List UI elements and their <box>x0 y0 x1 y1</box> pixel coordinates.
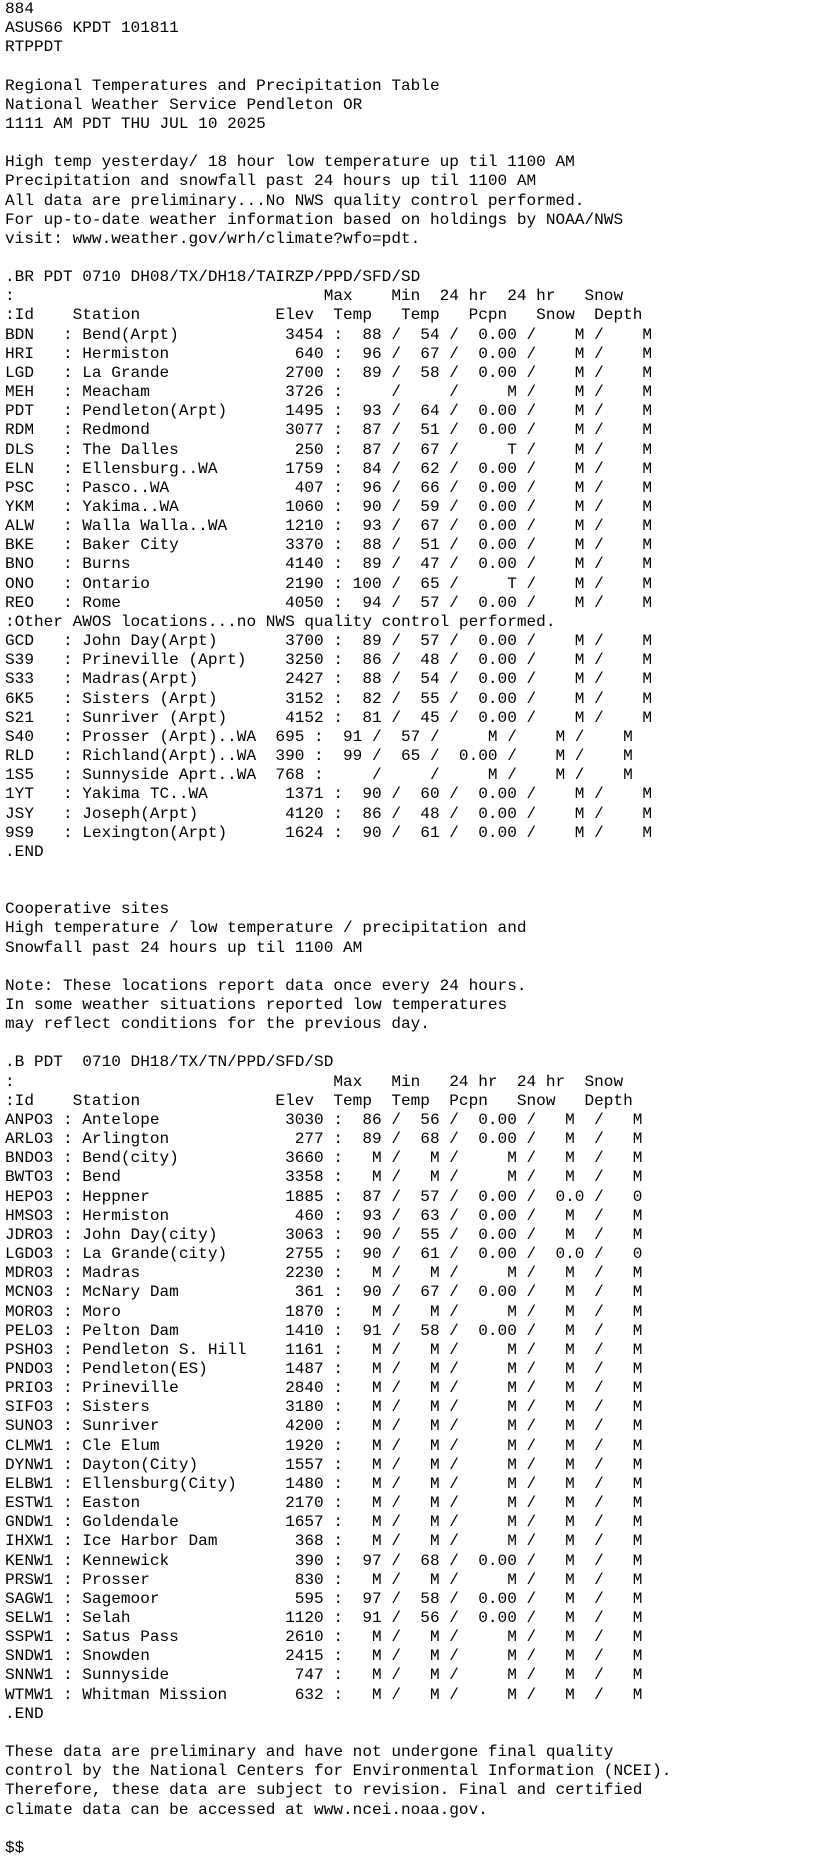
text-line: PSC : Pasco..WA 407 : 96 / 66 / 0.00 / M / M <box>5 478 653 497</box>
text-line: SIFO3 : Sisters 3180 : M / M / M / M / M <box>5 1398 643 1417</box>
text-line: 9S9 : Lexington(Arpt) 1624 : 90 / 61 / 0.00 / M / M <box>5 823 653 842</box>
text-line: ARLO3 : Arlington 277 : 89 / 68 / 0.00 / M / M <box>5 1130 643 1149</box>
text-line: GNDW1 : Goldendale 1657 : M / M / M / M / M <box>5 1513 643 1532</box>
text-line: control by the National Centers for Environmental Information (NCEI). <box>5 1762 672 1781</box>
text-line: ANPO3 : Antelope 3030 : 86 / 56 / 0.00 / M / M <box>5 1110 643 1129</box>
text-line <box>5 1820 834 1839</box>
text-line: MEH : Meacham 3726 : / / M / M / M <box>5 383 653 402</box>
text-line: Therefore, these data are subject to revision. Final and certified <box>5 1781 643 1800</box>
text-line: SAGW1 : Sagemoor 595 : 97 / 58 / 0.00 / M / M <box>5 1589 643 1608</box>
text-line: RLD : Richland(Arpt)..WA 390 : 99 / 65 / 0.00 / M / M <box>5 747 633 766</box>
text-line: ELN : Ellensburg..WA 1759 : 84 / 62 / 0.00 / M / M <box>5 459 653 478</box>
text-line: Snowfall past 24 hours up til 1100 AM <box>5 938 363 957</box>
text-line: 1111 AM PDT THU JUL 10 2025 <box>5 114 266 133</box>
text-line: Cooperative sites <box>5 900 170 919</box>
text-line: ONO : Ontario 2190 : 100 / 65 / T / M / M <box>5 574 653 593</box>
text-line: In some weather situations reported low temperatures <box>5 996 508 1015</box>
text-line: JDRO3 : John Day(city) 3063 : 90 / 55 / 0.00 / M / M <box>5 1225 643 1244</box>
text-line: S40 : Prosser (Arpt)..WA 695 : 91 / 57 / M / M / M <box>5 727 633 746</box>
text-line <box>5 1724 834 1743</box>
text-line: ALW : Walla Walla..WA 1210 : 93 / 67 / 0.00 / M / M <box>5 517 653 536</box>
text-line <box>5 862 834 881</box>
text-line: RTPPDT <box>5 38 63 57</box>
text-line <box>5 1034 834 1053</box>
text-line: BWTO3 : Bend 3358 : M / M / M / M / M <box>5 1168 643 1187</box>
text-line: High temperature / low temperature / precipitation and <box>5 919 527 938</box>
text-line: :Id Station Elev Temp Temp Pcpn Snow Depth <box>5 306 643 325</box>
text-line: PRSW1 : Prosser 830 : M / M / M / M / M <box>5 1570 643 1589</box>
text-line: S39 : Prineville (Aprt) 3250 : 86 / 48 / 0.00 / M / M <box>5 651 653 670</box>
text-line: : Max Min 24 hr 24 hr Snow <box>5 287 624 306</box>
text-line: S21 : Sunriver (Arpt) 4152 : 81 / 45 / 0.00 / M / M <box>5 708 653 727</box>
text-line <box>5 134 834 153</box>
text-line: National Weather Service Pendleton OR <box>5 95 363 114</box>
text-line: DLS : The Dalles 250 : 87 / 67 / T / M / M <box>5 440 653 459</box>
text-line: REO : Rome 4050 : 94 / 57 / 0.00 / M / M <box>5 593 653 612</box>
text-line: PRIO3 : Prineville 2840 : M / M / M / M / M <box>5 1379 643 1398</box>
text-line: climate data can be accessed at www.ncei.noaa.gov. <box>5 1800 488 1819</box>
text-line: PNDO3 : Pendleton(ES) 1487 : M / M / M / M / M <box>5 1359 643 1378</box>
text-line: .BR PDT 0710 DH08/TX/DH18/TAIRZP/PPD/SFD/SD <box>5 268 421 287</box>
text-line: PDT : Pendleton(Arpt) 1495 : 93 / 64 / 0.00 / M / M <box>5 402 653 421</box>
text-line: WTMW1 : Whitman Mission 632 : M / M / M / M / M <box>5 1685 643 1704</box>
text-line: .END <box>5 842 44 861</box>
text-line: .END <box>5 1704 44 1723</box>
text-line: MDRO3 : Madras 2230 : M / M / M / M / M <box>5 1264 643 1283</box>
text-line <box>5 57 834 76</box>
text-line: LGDO3 : La Grande(city) 2755 : 90 / 61 / 0.00 / 0.0 / 0 <box>5 1245 643 1264</box>
text-line: HMSO3 : Hermiston 460 : 93 / 63 / 0.00 / M / M <box>5 1206 643 1225</box>
text-line: :Id Station Elev Temp Temp Pcpn Snow Depth <box>5 1091 633 1110</box>
text-line: DYNW1 : Dayton(City) 1557 : M / M / M / M / M <box>5 1455 643 1474</box>
text-line: For up-to-date weather information based on holdings by NOAA/NWS <box>5 210 624 229</box>
text-line: YKM : Yakima..WA 1060 : 90 / 59 / 0.00 / M / M <box>5 498 653 517</box>
text-line: $$ <box>5 1838 25 1857</box>
text-line: These data are preliminary and have not undergone final quality <box>5 1743 614 1762</box>
text-line: RDM : Redmond 3077 : 87 / 51 / 0.00 / M / M <box>5 421 653 440</box>
text-line: CLMW1 : Cle Elum 1920 : M / M / M / M / M <box>5 1436 643 1455</box>
text-line: SUNO3 : Sunriver 4200 : M / M / M / M / M <box>5 1417 643 1436</box>
text-line: MCNO3 : McNary Dam 361 : 90 / 67 / 0.00 / M / M <box>5 1283 643 1302</box>
text-line: 6K5 : Sisters (Arpt) 3152 : 82 / 55 / 0.00 / M / M <box>5 689 653 708</box>
text-line: GCD : John Day(Arpt) 3700 : 89 / 57 / 0.00 / M / M <box>5 632 653 651</box>
text-line: Precipitation and snowfall past 24 hours up til 1100 AM <box>5 172 537 191</box>
text-line: 1YT : Yakima TC..WA 1371 : 90 / 60 / 0.00 / M / M <box>5 785 653 804</box>
text-line: SELW1 : Selah 1120 : 91 / 56 / 0.00 / M / M <box>5 1609 643 1628</box>
text-line: Note: These locations report data once every 24 hours. <box>5 976 527 995</box>
text-line: JSY : Joseph(Arpt) 4120 : 86 / 48 / 0.00 / M / M <box>5 804 653 823</box>
text-line: BNDO3 : Bend(city) 3660 : M / M / M / M / M <box>5 1149 643 1168</box>
text-line: SSPW1 : Satus Pass 2610 : M / M / M / M / M <box>5 1628 643 1647</box>
text-line: may reflect conditions for the previous day. <box>5 1015 430 1034</box>
text-line: PELO3 : Pelton Dam 1410 : 91 / 58 / 0.00 / M / M <box>5 1321 643 1340</box>
text-line: ELBW1 : Ellensburg(City) 1480 : M / M / M / M / M <box>5 1474 643 1493</box>
text-line: SNNW1 : Sunnyside 747 : M / M / M / M / M <box>5 1666 643 1685</box>
text-line: IHXW1 : Ice Harbor Dam 368 : M / M / M / M / M <box>5 1532 643 1551</box>
text-line: ESTW1 : Easton 2170 : M / M / M / M / M <box>5 1494 643 1513</box>
text-line: 884 <box>5 0 34 18</box>
text-line: :Other AWOS locations...no NWS quality control performed. <box>5 612 556 631</box>
text-line: Regional Temperatures and Precipitation Table <box>5 76 440 95</box>
text-line: PSHO3 : Pendleton S. Hill 1161 : M / M / M / M / M <box>5 1340 643 1359</box>
text-line <box>5 249 834 268</box>
text-line: All data are preliminary...No NWS quality control performed. <box>5 191 585 210</box>
text-line: LGD : La Grande 2700 : 89 / 58 / 0.00 / M / M <box>5 363 653 382</box>
text-line: BDN : Bend(Arpt) 3454 : 88 / 54 / 0.00 / M / M <box>5 325 653 344</box>
text-line <box>5 958 834 977</box>
text-line: visit: www.weather.gov/wrh/climate?wfo=pdt. <box>5 229 421 248</box>
text-line: MORO3 : Moro 1870 : M / M / M / M / M <box>5 1302 643 1321</box>
text-line: High temp yesterday/ 18 hour low temperature up til 1100 AM <box>5 153 575 172</box>
text-line: SNDW1 : Snowden 2415 : M / M / M / M / M <box>5 1647 643 1666</box>
text-line: S33 : Madras(Arpt) 2427 : 88 / 54 / 0.00 / M / M <box>5 670 653 689</box>
text-line: 1S5 : Sunnyside Aprt..WA 768 : / / M / M / M <box>5 766 633 785</box>
text-line: HEPO3 : Heppner 1885 : 87 / 57 / 0.00 / 0.0 / 0 <box>5 1187 643 1206</box>
text-line: : Max Min 24 hr 24 hr Snow <box>5 1072 624 1091</box>
text-line: BNO : Burns 4140 : 89 / 47 / 0.00 / M / M <box>5 555 653 574</box>
text-line: ASUS66 KPDT 101811 <box>5 19 179 38</box>
text-line: .B PDT 0710 DH18/TX/TN/PPD/SFD/SD <box>5 1053 334 1072</box>
text-line: BKE : Baker City 3370 : 88 / 51 / 0.00 / M / M <box>5 536 653 555</box>
text-line: KENW1 : Kennewick 390 : 97 / 68 / 0.00 / M / M <box>5 1551 643 1570</box>
text-line <box>5 881 834 900</box>
text-line: HRI : Hermiston 640 : 96 / 67 / 0.00 / M / M <box>5 344 653 363</box>
